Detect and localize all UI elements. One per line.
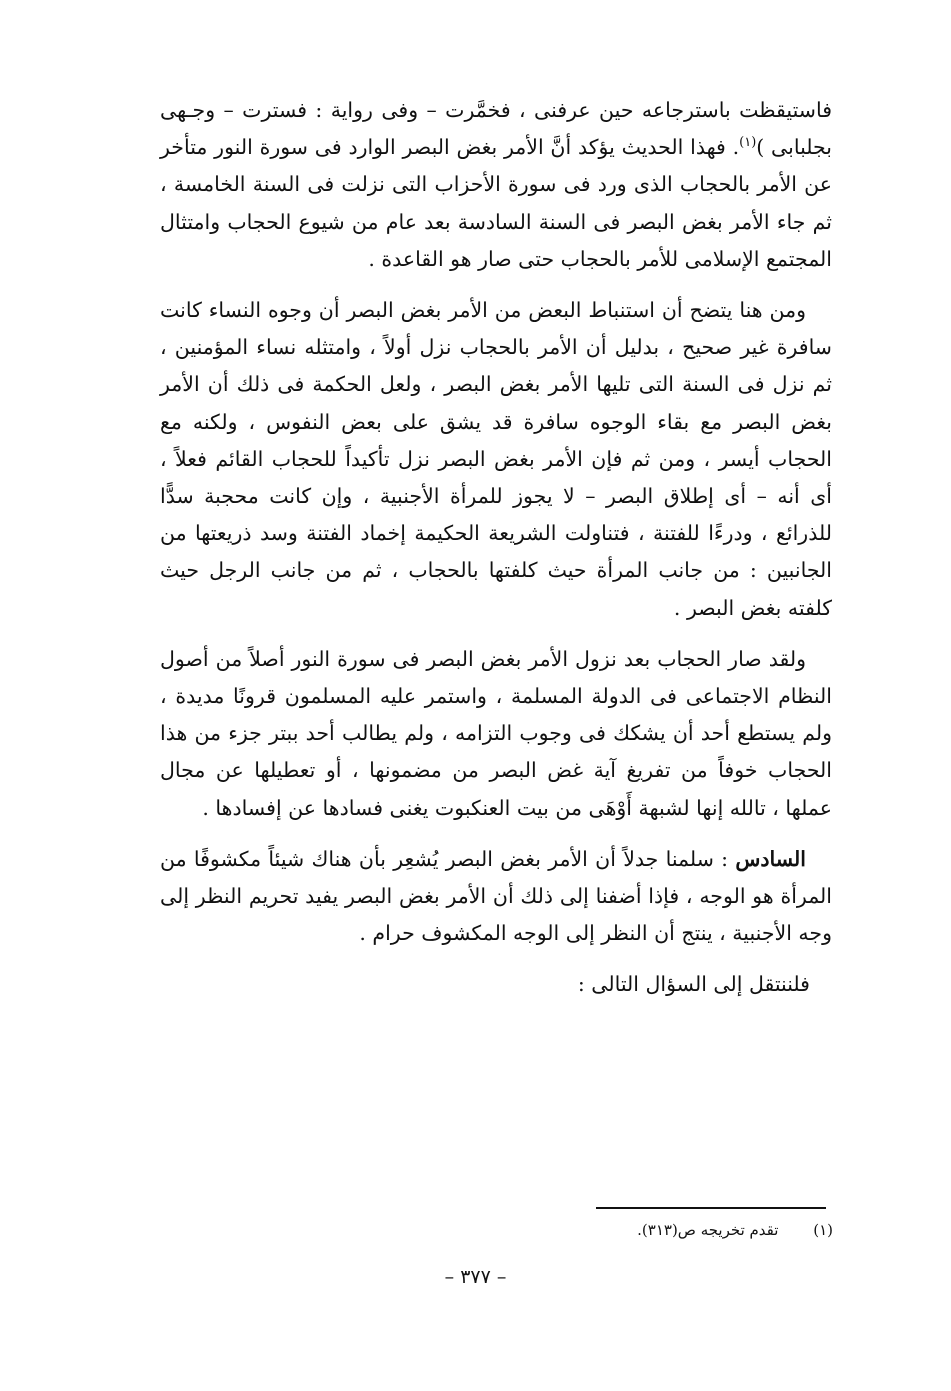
- paragraph-1-text-a: فاستيقظت باسترجاعه حين عرفنى ، فخمَّرت – وفى رواية : فسترت – وجـهى بجلبابى ): [160, 98, 832, 160]
- paragraph-4-text: : سلمنا جدلاً أن الأمر بغض البصر يُشعِر بأن هناك شيئاً مكشوفًا من المرأة هو الوجه ، فإذا أضفنا إلى ذلك أن الأمر بغض البصر يفيد تحريم النظر إلى وجه الأجنبية ، ينتج أن النظر إلى الوجه المكشوف حرام .: [160, 846, 832, 946]
- paragraph-1: [160, 92, 832, 278]
- footnote-text: تقدم تخريجه ص(٣١٣).: [637, 1221, 779, 1239]
- paragraph-4: [160, 841, 832, 953]
- footnote-reference: (١): [739, 135, 757, 151]
- footnote: [637, 1218, 833, 1242]
- transition-line: فلننتقل إلى السؤال التالى :: [577, 972, 810, 997]
- footnote-number: (١): [813, 1221, 833, 1239]
- footnote-separator: [596, 1207, 826, 1209]
- paragraph-2: ومن هنا يتضح أن استنباط البعض من الأمر بغض البصر أن وجوه النساء كانت سافرة غير صحيح ، بدليل أن الأمر بالحجاب نزل أولاً ، وامتثله نساء المؤمنين ، ثم نزل فى السنة التى تليها الأمر بغض البصر ، ولعل الحكمة فى ذلك أن الأمر بغض البصر مع بقاء الوجوه سافرة قد يشق على بعض النفوس ، ولكنه مع الحجاب أيسر ، ومن ثم فإن الأمر بغض البصر نزل تأكيداً للحجاب القائم فعلاً ، أى أنه – أى إطلاق البصر – لا يجوز للمرأة الأجنبية ، وإن كانت محجبة سدًّا للذرائع ، ودرءًا للفتنة ، فتناولت الشريعة الحكيمة إخماد الفتنة وسد ذريعتها من الجانبين : من جانب المرأة حيث كلفتها بالحجاب ، ثم من جانب الرجل حيث كلفته بغض البصر .: [160, 298, 832, 620]
- paragraph-4-lead: السادس: [735, 846, 806, 871]
- paragraph-1-text-b: . فهذا الحديث يؤكد أنَّ الأمر بغض البصر الوارد فى سورة النور متأخر عن الأمر بالحجاب الذى ورد فى سورة الأحزاب التى نزلت فى السنة الخامسة ، ثم جاء الأمر بغض البصر فى السنة السادسة بعد عام من شيوع الحجاب وامتثال المجتمع الإسلامى للأمر بالحجاب حتى صار هو القاعدة .: [160, 135, 832, 271]
- page-body: [160, 92, 832, 1003]
- page-number: – ٣٧٧ –: [444, 1266, 507, 1288]
- paragraph-3: ولقد صار الحجاب بعد نزول الأمر بغض البصر فى سورة النور أصلاً من أصول النظام الاجتماعى فى الدولة المسلمة ، واستمر عليه المسلمون قرونًا مديدة ، ولم يستطع أحد أن يشكك فى وجوب التزامه ، ولم يطالب أحد ببتر جزء من هذا الحجاب خوفاً من تفريغ آية غض البصر من مضمونها ، أو تعطيلها عن مجال عملها ، تالله إنها لشبهة أَوْهَى من بيت العنكبوت يغنى فسادها عن إفسادها .: [160, 646, 832, 820]
